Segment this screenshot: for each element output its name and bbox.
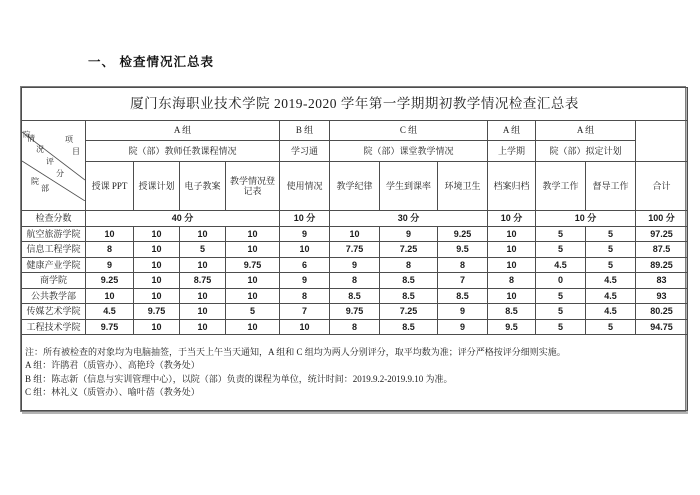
score-cell: 9.5 (488, 319, 536, 334)
score-cell: 8.5 (380, 288, 438, 303)
college-name: 航空旅游学院 (22, 226, 86, 241)
score-cell: 8 (330, 319, 380, 334)
group-row (22, 120, 688, 141)
corner-label-char: 院 (23, 129, 31, 139)
score-cell: 10 (226, 273, 280, 288)
score-cell: 5 (536, 319, 586, 334)
subgroup-c: 院（部）课堂教学情况 (330, 141, 488, 162)
note-line: B 组：陈志新（信息与实训管理中心），以院（部）负责的课程为单位，统计时间：2019.9.2-2019.9.10 为准。 (25, 373, 453, 384)
col-header: 授课 PPT (86, 162, 134, 210)
score-cell: 10 (180, 304, 226, 319)
score-cell: 10 (134, 242, 180, 257)
subgroup-b: 学习通 (280, 141, 330, 162)
college-name: 健康产业学院 (22, 257, 86, 272)
score-cell: 9.5 (438, 242, 488, 257)
table-title: 厦门东海职业技术学院 2019-2020 学年第一学期期初教学情况检查汇总表 (22, 88, 688, 121)
score-cell: 9.25 (438, 226, 488, 241)
score-cell: 5 (180, 242, 226, 257)
col-header: 学生到课率 (380, 162, 438, 210)
score-cell: 8.75 (180, 273, 226, 288)
score-cell: 8.5 (330, 288, 380, 303)
group-b-label: B 组 (280, 120, 330, 141)
score-cell: 8.5 (380, 319, 438, 334)
score-cell: 10 (488, 226, 536, 241)
score-cell: 10 (330, 226, 380, 241)
score-cell: 10 (86, 226, 134, 241)
col-header: 使用情况 (280, 162, 330, 210)
score-cell: 6 (280, 257, 330, 272)
total-cell: 94.75 (636, 319, 688, 334)
score-cell: 8.5 (438, 288, 488, 303)
col-header: 教学纪律 (330, 162, 380, 210)
score-cell: 8 (488, 273, 536, 288)
table-head (22, 88, 688, 227)
college-name: 信息工程学院 (22, 242, 86, 257)
corner-label-char: 评 (46, 156, 54, 166)
score-cell: 8.5 (488, 304, 536, 319)
table-row (22, 288, 688, 303)
score-cell: 8.5 (380, 273, 438, 288)
score-cell: 9.25 (86, 273, 134, 288)
total-header-empty (636, 120, 688, 162)
note-line: 注：所有被检查的对象均为电脑抽签，于当天上午当天通知，A 组和 C 组均为两人分别评分，取平均数为准；评分严格按评分细则实施。 (25, 346, 566, 357)
column-header-row (22, 162, 688, 210)
notes (22, 344, 687, 402)
total-cell: 89.25 (636, 257, 688, 272)
note-line: C 组：林礼义（质管办）、喻叶蓓（教务处） (25, 387, 200, 398)
col-header: 教学工作 (536, 162, 586, 210)
score-cell: 10 (134, 319, 180, 334)
notes-row (22, 335, 688, 411)
corner-label-char: 项 (65, 134, 73, 144)
score-cell: 9 (438, 304, 488, 319)
notes-cell (22, 335, 688, 411)
score-cell: 10 (226, 319, 280, 334)
score-cell: 5 (586, 319, 636, 334)
score-cell: 9.75 (134, 304, 180, 319)
score-cell: 5 (586, 257, 636, 272)
col-header: 教学情况登记表 (226, 162, 280, 210)
score-cell: 9.75 (86, 319, 134, 334)
table-row (22, 319, 688, 334)
score-cell: 10 (180, 288, 226, 303)
score-row (22, 210, 688, 226)
score-cell: 5 (586, 226, 636, 241)
score-cell: 8 (86, 242, 134, 257)
group-a1-label: A 组 (86, 120, 280, 141)
score-cell: 5 (536, 288, 586, 303)
score-cell: 10 (226, 242, 280, 257)
score-cell: 7.25 (380, 304, 438, 319)
table-body (22, 226, 688, 334)
score-cell: 10 (488, 288, 536, 303)
group-c-label: C 组 (330, 120, 488, 141)
total-cell: 93 (636, 288, 688, 303)
score-cell: 10 (134, 226, 180, 241)
score-cell: 4.5 (536, 257, 586, 272)
table-row (22, 242, 688, 257)
score-cell: 10 (180, 319, 226, 334)
summary-table (21, 87, 688, 411)
corner-diagonal-cell (22, 120, 86, 210)
score-points-cell: 10 分 (488, 210, 536, 226)
score-points-cell: 10 分 (536, 210, 636, 226)
col-header: 档案归档 (488, 162, 536, 210)
section-heading: 一、 检查情况汇总表 (88, 55, 214, 69)
score-cell: 10 (488, 257, 536, 272)
score-points-cell: 10 分 (280, 210, 330, 226)
score-cell: 9.75 (226, 257, 280, 272)
table-row (22, 304, 688, 319)
score-cell: 10 (488, 242, 536, 257)
score-cell: 9 (438, 319, 488, 334)
corner-cell-content (22, 130, 85, 201)
total-cell: 80.25 (636, 304, 688, 319)
score-cell: 10 (134, 273, 180, 288)
score-points-cell: 30 分 (330, 210, 488, 226)
document-frame (20, 86, 686, 412)
score-cell: 10 (280, 319, 330, 334)
score-points-cell: 40 分 (86, 210, 280, 226)
table-foot (22, 335, 688, 411)
score-cell: 4.5 (586, 288, 636, 303)
subgroup-row (22, 141, 688, 162)
score-cell: 5 (536, 242, 586, 257)
score-cell: 0 (536, 273, 586, 288)
college-name: 商学院 (22, 273, 86, 288)
col-header: 督导工作 (586, 162, 636, 210)
college-name: 工程技术学院 (22, 319, 86, 334)
table-row (22, 226, 688, 241)
score-cell: 9.75 (330, 304, 380, 319)
score-cell: 9 (280, 226, 330, 241)
score-cell: 7 (280, 304, 330, 319)
group-a2-label: A 组 (488, 120, 536, 141)
total-cell: 87.5 (636, 242, 688, 257)
score-cell: 4.5 (86, 304, 134, 319)
college-name: 公共教学部 (22, 288, 86, 303)
table-row (22, 273, 688, 288)
subgroup-a2: 上学期 (488, 141, 536, 162)
score-cell: 7 (438, 273, 488, 288)
score-cell: 10 (226, 288, 280, 303)
col-header: 电子教案 (180, 162, 226, 210)
score-cell: 8 (380, 257, 438, 272)
score-cell: 7.75 (330, 242, 380, 257)
score-cell: 4.5 (586, 273, 636, 288)
score-cell: 5 (536, 304, 586, 319)
score-cell: 4.5 (586, 304, 636, 319)
total-column-header: 合计 (636, 162, 688, 210)
total-cell: 83 (636, 273, 688, 288)
group-a3-label: A 组 (536, 120, 636, 141)
score-cell: 9 (330, 257, 380, 272)
corner-label-char: 院 (31, 176, 39, 186)
score-cell: 10 (180, 257, 226, 272)
score-cell: 10 (226, 226, 280, 241)
score-cell: 9 (86, 257, 134, 272)
corner-label-char: 分 (56, 168, 64, 178)
college-name: 传媒艺术学院 (22, 304, 86, 319)
score-cell: 9 (380, 226, 438, 241)
score-cell: 7.25 (380, 242, 438, 257)
corner-label-char: 部 (41, 183, 49, 193)
subgroup-a1: 院（部）教师任教课程情况 (86, 141, 280, 162)
score-cell: 5 (536, 226, 586, 241)
score-cell: 5 (226, 304, 280, 319)
score-cell: 10 (134, 257, 180, 272)
col-header: 环境卫生 (438, 162, 488, 210)
score-row-label: 检查分数 (22, 210, 86, 226)
corner-label-char: 情 (27, 133, 35, 143)
col-header: 授课计划 (134, 162, 180, 210)
score-cell: 10 (280, 242, 330, 257)
subgroup-a3: 院（部）拟定计划 (536, 141, 636, 162)
score-cell: 8 (330, 273, 380, 288)
score-cell: 8 (438, 257, 488, 272)
score-cell: 10 (134, 288, 180, 303)
score-cell: 10 (86, 288, 134, 303)
corner-label-char: 况 (36, 144, 44, 154)
note-line: A 组：许鹃君（质管办）、高艳玲（教务处） (25, 360, 200, 371)
table-row (22, 257, 688, 272)
score-cell: 9 (280, 273, 330, 288)
score-points-cell: 100 分 (636, 210, 688, 226)
score-cell: 10 (180, 226, 226, 241)
title-row (22, 88, 688, 121)
score-cell: 8 (280, 288, 330, 303)
total-cell: 97.25 (636, 226, 688, 241)
corner-label-char: 目 (72, 146, 80, 156)
score-cell: 5 (586, 242, 636, 257)
